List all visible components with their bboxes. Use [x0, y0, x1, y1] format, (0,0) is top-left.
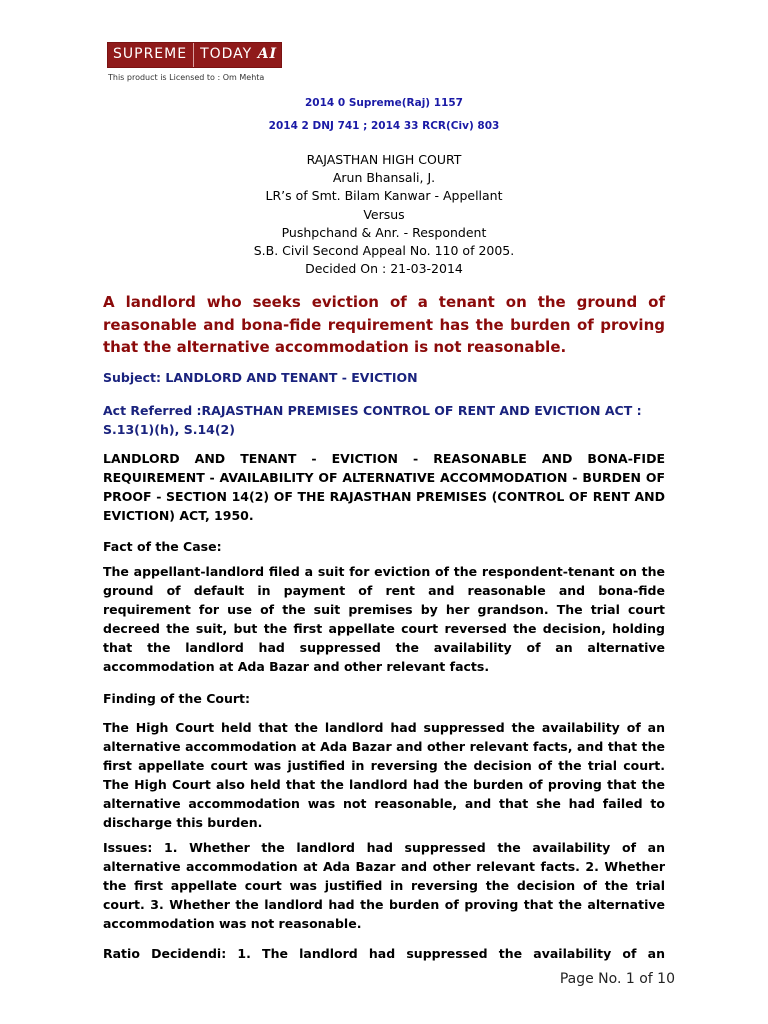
supreme-today-logo	[107, 42, 282, 68]
judge-name: Arun Bhansali, J.	[332, 170, 436, 186]
ratio-decidendi-paragraph: Ratio Decidendi: 1. The landlord had suppressed the availability of an	[103, 946, 665, 961]
logo-today-ai-text: TODAY AI	[193, 43, 281, 67]
court-name: RAJASTHAN HIGH COURT	[306, 152, 462, 167]
respondent-line: Pushpchand & Anr. - Respondent	[281, 224, 487, 240]
versus-line: Versus	[363, 206, 405, 222]
case-number: S.B. Civil Second Appeal No. 110 of 2005.	[253, 243, 515, 259]
appellant-line: LR’s of Smt. Bilam Kanwar - Appellant	[265, 188, 503, 204]
catchwords: LANDLORD AND TENANT - EVICTION - REASONABLE AND BONA-FIDE REQUIREMENT - AVAILABILITY OF ALTERNATIVE ACCOMMODATION - BURDEN OF PROOF - SECTION 14(2) OF THE RAJASTHAN PREMISES (CONTROL OF RENT AND EVICTION) ACT, 1950.	[103, 451, 665, 523]
headnote: A landlord who seeks eviction of a tenant on the ground of reasonable and bona-fide requirement has the burden of proving that the alternative accommodation is not reasonable.	[103, 293, 665, 356]
subject-line: Subject: LANDLORD AND TENANT - EVICTION	[103, 370, 418, 385]
citation-line-1: 2014 0 Supreme(Raj) 1157	[304, 97, 463, 109]
act-referred: Act Referred :RAJASTHAN PREMISES CONTROL OF RENT AND EVICTION ACT : S.13(1)(h), S.14(2)	[103, 403, 642, 437]
fact-heading: Fact of the Case:	[103, 539, 222, 554]
decided-date: Decided On : 21-03-2014	[305, 261, 463, 277]
logo-supreme-text: SUPREME	[113, 46, 188, 62]
finding-paragraph: The High Court held that the landlord had suppressed the availability of an alternative accommodation at Ada Bazar and other relevant facts, and that the first appellate court was justified in reversing the decision of the trial court. The High Court also held that the landlord had the burden of proving that the alternative accommodation was not reasonable, and that she had failed to discharge this burden.	[103, 720, 665, 830]
citation-line-2: 2014 2 DNJ 741 ; 2014 33 RCR(Civ) 803	[268, 120, 500, 132]
case-header	[0, 151, 768, 278]
license-notice: This product is Licensed to : Om Mehta	[108, 73, 265, 82]
issues-paragraph: Issues: 1. Whether the landlord had suppressed the availability of an alternative accommodation at Ada Bazar and other relevant facts. 2. Whether the first appellate court was justified in reversing the decision of the trial court. 3. Whether the landlord had the burden of proving that the alternative accommodation was not reasonable.	[103, 840, 665, 931]
finding-heading: Finding of the Court:	[103, 691, 251, 706]
fact-paragraph: The appellant-landlord filed a suit for eviction of the respondent-tenant on the ground of default in payment of rent and reasonable and bona-fide requirement for use of the suit premises by her grandson. The trial court decreed the suit, but the first appellate court reversed the decision, holding that the landlord had suppressed the availability of an alternative accommodation at Ada Bazar and other relevant facts.	[103, 564, 665, 674]
page-number: Page No. 1 of 10	[559, 971, 675, 987]
